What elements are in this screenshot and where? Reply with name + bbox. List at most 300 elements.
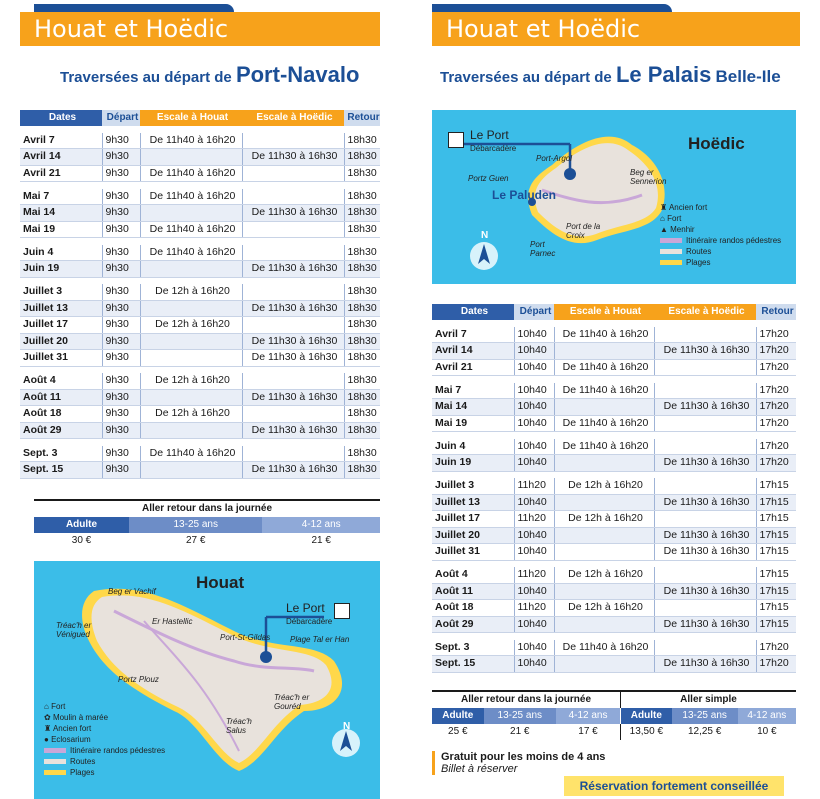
date-cell: Août 11 [432,583,514,600]
date-cell: Juillet 3 [20,284,102,300]
depart-cell: 9h30 [102,133,140,149]
tower-icon: ♜ [660,203,669,212]
ferry-icon [334,603,350,619]
date-cell: Juillet 13 [20,300,102,317]
date-cell: Juin 4 [20,245,102,261]
price-as-cat-adult: Adulte [621,708,672,724]
table-row [20,133,380,149]
price-as-adult: 13,50 € [629,726,664,737]
left-title: Houat et Hoëdic [20,12,380,46]
houat-cell: De 12h à 16h20 [554,567,654,583]
hoedic-cell: De 11h30 à 16h30 [242,350,344,367]
header-accent [432,4,672,12]
return-cell: 17h15 [756,600,796,617]
hoedic-cell: De 11h30 à 16h30 [654,527,756,544]
date-cell: Sept. 15 [432,656,514,673]
tower-icon: ♜ [44,724,53,733]
houat-cell [554,455,654,472]
right-subtitle-place: Le Palais [615,62,712,87]
col-header-4: Retour [756,304,796,320]
date-cell: Mai 7 [20,189,102,205]
depart-cell: 10h40 [514,616,554,633]
hoedic-port-label: Le Port [470,128,509,142]
hoedic-cell [654,439,756,455]
houat-cell: De 12h à 16h20 [554,478,654,494]
hoedic-cell [654,640,756,656]
right-subtitle-suffix: Belle-Ile [715,67,781,86]
date-cell: Mai 19 [20,221,102,238]
houat-cell [554,583,654,600]
legend-plages: Plages [660,257,781,268]
price-as-child: 10 € [757,726,777,737]
return-cell: 17h20 [756,455,796,472]
return-cell: 18h30 [344,406,380,423]
depart-cell: 9h30 [102,221,140,238]
depart-cell: 10h40 [514,544,554,561]
col-header-1: Départ [514,304,554,320]
return-cell: 17h15 [756,527,796,544]
houat-cell: De 12h à 16h20 [140,317,242,334]
houat-cell: De 12h à 16h20 [554,600,654,617]
houat-cell [554,494,654,511]
table-row [20,149,380,166]
schedule-table-port-navalo [20,110,380,479]
fort-icon: ⌂ [44,702,52,711]
hoedic-cell: De 11h30 à 16h30 [654,544,756,561]
price-ar-cat-youth: 13-25 ans [484,708,556,724]
depart-cell: 9h30 [102,149,140,166]
date-cell: Avril 7 [432,327,514,343]
table-row [20,446,380,462]
return-cell: 18h30 [344,165,380,182]
depart-cell: 11h20 [514,511,554,528]
return-cell: 18h30 [344,300,380,317]
return-cell: 17h15 [756,567,796,583]
legend-ancien-fort: ♜ Ancien fort [44,724,92,733]
legend-moulin: ✿ Moulin à marée [44,713,109,722]
return-cell: 17h15 [756,494,796,511]
houat-cell: De 12h à 16h20 [554,511,654,528]
place-portz-guen: Portz Guen [468,174,509,183]
date-cell: Juillet 13 [432,494,514,511]
date-cell: Avril 7 [20,133,102,149]
hoedic-cell [654,511,756,528]
table-row [20,406,380,423]
hoedic-cell: De 11h30 à 16h30 [242,261,344,278]
table-row [20,284,380,300]
col-header-3: Escale à Hoëdic [242,110,344,126]
hoedic-cell: De 11h30 à 16h30 [654,343,756,360]
return-cell: 18h30 [344,389,380,406]
hoedic-cell [242,221,344,238]
price-title-as: Aller simple [621,691,796,708]
return-cell: 17h15 [756,511,796,528]
depart-cell: 9h30 [102,422,140,439]
return-cell: 18h30 [344,261,380,278]
return-cell: 17h15 [756,478,796,494]
houat-cell: De 12h à 16h20 [140,406,242,423]
return-cell: 18h30 [344,205,380,222]
table-row [432,494,796,511]
return-cell: 17h20 [756,656,796,673]
return-cell: 17h20 [756,640,796,656]
table-row [20,261,380,278]
houat-cell: De 12h à 16h20 [140,373,242,389]
ferry-icon [448,132,464,148]
houat-cell [140,261,242,278]
price-title: Aller retour dans la journée [34,500,380,517]
hoedic-cell [242,189,344,205]
houat-cell: De 11h40 à 16h20 [554,439,654,455]
houat-cell [140,462,242,479]
return-cell: 17h20 [756,343,796,360]
return-cell: 18h30 [344,373,380,389]
hoedic-map [432,110,796,284]
legend-itineraire: Itinéraire randos pédestres [660,235,781,246]
houat-cell: De 11h40 à 16h20 [140,165,242,182]
houat-port-sub: Débarcadère [286,617,333,626]
houat-cell [140,333,242,350]
hoedic-cell: De 11h30 à 16h30 [654,494,756,511]
road-swatch [44,759,66,764]
col-header-0: Dates [20,110,102,126]
return-cell: 17h20 [756,439,796,455]
table-row [432,583,796,600]
table-row [432,478,796,494]
return-cell: 18h30 [344,245,380,261]
hoedic-cell [242,446,344,462]
return-cell: 17h20 [756,399,796,416]
houat-cell: De 11h40 à 16h20 [554,640,654,656]
price-youth: 27 € [185,535,206,546]
houat-cell: De 11h40 à 16h20 [554,327,654,343]
return-cell: 18h30 [344,462,380,479]
houat-cell [140,350,242,367]
hoedic-cell: De 11h30 à 16h30 [654,455,756,472]
table-row [432,439,796,455]
free-note-line: Gratuit pour les moins de 4 ans [441,751,606,763]
date-cell: Avril 14 [432,343,514,360]
date-cell: Juin 19 [20,261,102,278]
hoedic-cell: De 11h30 à 16h30 [654,616,756,633]
depart-cell: 9h30 [102,261,140,278]
houat-legend [44,701,165,778]
date-cell: Juillet 3 [432,478,514,494]
table-row [432,511,796,528]
table-row [432,415,796,432]
place-port-argol: Port-Argol [536,154,573,163]
price-ar-cat-adult: Adulte [432,708,484,724]
north-indicator: N [343,721,351,732]
hoedic-cell [654,478,756,494]
date-cell: Août 18 [20,406,102,423]
left-subtitle-place: Port-Navalo [235,62,360,87]
table-row [20,165,380,182]
hoedic-cell [654,600,756,617]
depart-cell: 9h30 [102,284,140,300]
depart-cell: 10h40 [514,494,554,511]
price-child: 21 € [311,535,331,546]
date-cell: Août 29 [20,422,102,439]
hoedic-cell [654,327,756,343]
houat-cell: De 11h40 à 16h20 [554,359,654,376]
houat-cell [140,149,242,166]
fort-icon: ⌂ [660,214,668,223]
return-cell: 17h20 [756,415,796,432]
hoedic-cell [242,373,344,389]
return-cell: 17h20 [756,383,796,399]
hoedic-cell [654,383,756,399]
houat-cell [554,616,654,633]
date-cell: Sept. 3 [432,640,514,656]
road-swatch [660,249,682,254]
return-cell: 17h15 [756,616,796,633]
left-subtitle [60,62,359,88]
free-note [432,751,605,775]
price-as-cat-child: 4-12 ans [738,708,796,724]
table-row [20,333,380,350]
depart-cell: 9h30 [102,245,140,261]
price-title-ar: Aller retour dans la journée [432,691,621,708]
table-row [432,616,796,633]
table-row [432,567,796,583]
houat-cell: De 11h40 à 16h20 [554,415,654,432]
depart-cell: 10h40 [514,656,554,673]
north-indicator: N [481,230,489,241]
houat-cell: De 11h40 à 16h20 [140,133,242,149]
legend-fort: ⌂ Fort [44,702,66,711]
legend-menhir: ▲ Menhir [660,225,695,234]
houat-cell [554,399,654,416]
date-cell: Juillet 17 [20,317,102,334]
hoedic-cell: De 11h30 à 16h30 [654,583,756,600]
legend-plages: Plages [44,767,165,778]
date-cell: Juillet 20 [432,527,514,544]
depart-cell: 9h30 [102,165,140,182]
legend-itineraire: Itinéraire randos pédestres [44,745,165,756]
table-row [20,317,380,334]
depart-cell: 9h30 [102,333,140,350]
return-cell: 18h30 [344,221,380,238]
legend-eclosarium: ● Eclosarium [44,735,91,744]
houat-cell [140,389,242,406]
date-cell: Avril 21 [432,359,514,376]
depart-cell: 10h40 [514,439,554,455]
hoedic-cell [242,284,344,300]
col-header-4: Retour [344,110,380,126]
depart-cell: 9h30 [102,317,140,334]
houat-cell: De 12h à 16h20 [140,284,242,300]
date-cell: Août 18 [432,600,514,617]
table-row [20,300,380,317]
houat-cell [140,205,242,222]
table-row [20,462,380,479]
depart-cell: 9h30 [102,373,140,389]
date-cell: Juin 19 [432,455,514,472]
return-cell: 18h30 [344,350,380,367]
hoedic-cell [242,165,344,182]
hoedic-cell: De 11h30 à 16h30 [242,149,344,166]
menhir-icon: ▲ [660,225,671,234]
right-subtitle-prefix: Traversées au départ de [440,69,612,86]
table-row [20,373,380,389]
date-cell: Sept. 15 [20,462,102,479]
houat-cell [554,343,654,360]
table-row [20,205,380,222]
hoedic-cell: De 11h30 à 16h30 [242,462,344,479]
hoedic-cell [654,415,756,432]
hoedic-cell: De 11h30 à 16h30 [242,300,344,317]
hoedic-cell [242,133,344,149]
legend-ancien-fort: ♜ Ancien fort [660,203,708,212]
date-cell: Mai 7 [432,383,514,399]
depart-cell: 10h40 [514,327,554,343]
depart-cell: 10h40 [514,383,554,399]
price-as-youth: 12,25 € [687,726,722,737]
depart-cell: 9h30 [102,389,140,406]
header-accent [34,4,234,12]
price-cat-youth: 13-25 ans [129,517,262,533]
place-treach-salus: Tréac'h Salus [226,717,252,735]
price-as-cat-youth: 13-25 ans [672,708,738,724]
place-er-hastellic: Er Hastellic [152,617,193,626]
price-adult: 30 € [71,535,92,546]
date-cell: Juillet 20 [20,333,102,350]
houat-cell [554,544,654,561]
houat-map [34,561,380,799]
trail-swatch [44,748,66,753]
date-cell: Août 4 [432,567,514,583]
price-table-right [432,690,796,740]
depart-cell: 10h40 [514,583,554,600]
hoedic-cell [242,317,344,334]
return-cell: 18h30 [344,333,380,350]
hoedic-cell: De 11h30 à 16h30 [654,656,756,673]
table-row [20,221,380,238]
price-cat-child: 4-12 ans [262,517,380,533]
houat-port-label: Le Port [286,601,325,615]
hoedic-cell: De 11h30 à 16h30 [242,389,344,406]
mill-icon: ✿ [44,713,53,722]
date-cell: Avril 14 [20,149,102,166]
houat-cell: De 11h40 à 16h20 [554,383,654,399]
hoedic-legend [660,202,781,268]
hoedic-cell: De 11h30 à 16h30 [654,399,756,416]
table-row [20,350,380,367]
eclosarium-icon: ● [44,735,52,744]
date-cell: Avril 21 [20,165,102,182]
depart-cell: 11h20 [514,600,554,617]
table-row [20,422,380,439]
legend-routes: Routes [44,756,165,767]
return-cell: 17h20 [756,327,796,343]
depart-cell: 9h30 [102,462,140,479]
table-row [432,383,796,399]
hoedic-cell [242,406,344,423]
return-cell: 18h30 [344,149,380,166]
beach-swatch [660,260,682,265]
depart-cell: 10h40 [514,343,554,360]
date-cell: Mai 14 [432,399,514,416]
depart-cell: 9h30 [102,350,140,367]
return-cell: 17h20 [756,359,796,376]
depart-cell: 11h20 [514,567,554,583]
price-ar-child: 17 € [556,724,621,740]
table-row [432,327,796,343]
place-beg-er-vachif: Beg er Vachif [108,587,156,596]
depart-cell: 9h30 [102,406,140,423]
date-cell: Août 29 [432,616,514,633]
village-le-paluden: Le Paluden [492,188,557,202]
depart-cell: 9h30 [102,446,140,462]
place-beg-er-sennerion: Beg er Sennerion [630,168,667,186]
table-row [432,656,796,673]
hoedic-map-name: Hoëdic [688,134,745,153]
depart-cell: 10h40 [514,399,554,416]
return-cell: 18h30 [344,133,380,149]
beach-swatch [44,770,66,775]
table-row [20,389,380,406]
price-cat-adult: Adulte [34,517,129,533]
price-ar-cat-child: 4-12 ans [556,708,621,724]
legend-routes: Routes [660,246,781,257]
depart-cell: 10h40 [514,640,554,656]
place-port-parnec: Port Parnec [530,240,556,258]
houat-cell [140,422,242,439]
place-port-st-gildas: Port-St-Gildas [220,633,271,642]
trail-swatch [660,238,682,243]
depart-cell: 10h40 [514,455,554,472]
place-plage-tal-er-han: Plage Tal er Han [290,635,350,644]
price-ar-adult: 25 € [448,726,468,737]
price-ar-youth: 21 € [510,726,530,737]
price-table-left [34,499,380,549]
houat-map-name: Houat [196,573,245,592]
schedule-table-le-palais [432,304,796,673]
depart-cell: 9h30 [102,189,140,205]
hoedic-cell [654,567,756,583]
return-cell: 18h30 [344,446,380,462]
hoedic-cell: De 11h30 à 16h30 [242,205,344,222]
table-row [432,455,796,472]
date-cell: Août 11 [20,389,102,406]
hoedic-cell: De 11h30 à 16h30 [242,333,344,350]
return-cell: 18h30 [344,422,380,439]
date-cell: Août 4 [20,373,102,389]
place-treach-er-goured: Tréac'h er Gouréd [274,693,310,711]
hoedic-cell [242,245,344,261]
place-treach-er-venigued: Tréac'h er Vénigued [56,621,92,639]
date-cell: Juillet 31 [432,544,514,561]
place-portz-plouz: Portz Plouz [118,675,159,684]
hoedic-port-sub: Débarcadère [470,144,517,153]
table-row [432,399,796,416]
date-cell: Juillet 17 [432,511,514,528]
return-cell: 18h30 [344,317,380,334]
date-cell: Juin 4 [432,439,514,455]
col-header-1: Départ [102,110,140,126]
date-cell: Sept. 3 [20,446,102,462]
table-row [432,527,796,544]
table-row [432,343,796,360]
hoedic-cell: De 11h30 à 16h30 [242,422,344,439]
table-row [432,600,796,617]
ticket-note-line: Billet à réserver [441,763,518,775]
table-row [432,544,796,561]
date-cell: Mai 19 [432,415,514,432]
houat-cell: De 11h40 à 16h20 [140,446,242,462]
return-cell: 18h30 [344,284,380,300]
